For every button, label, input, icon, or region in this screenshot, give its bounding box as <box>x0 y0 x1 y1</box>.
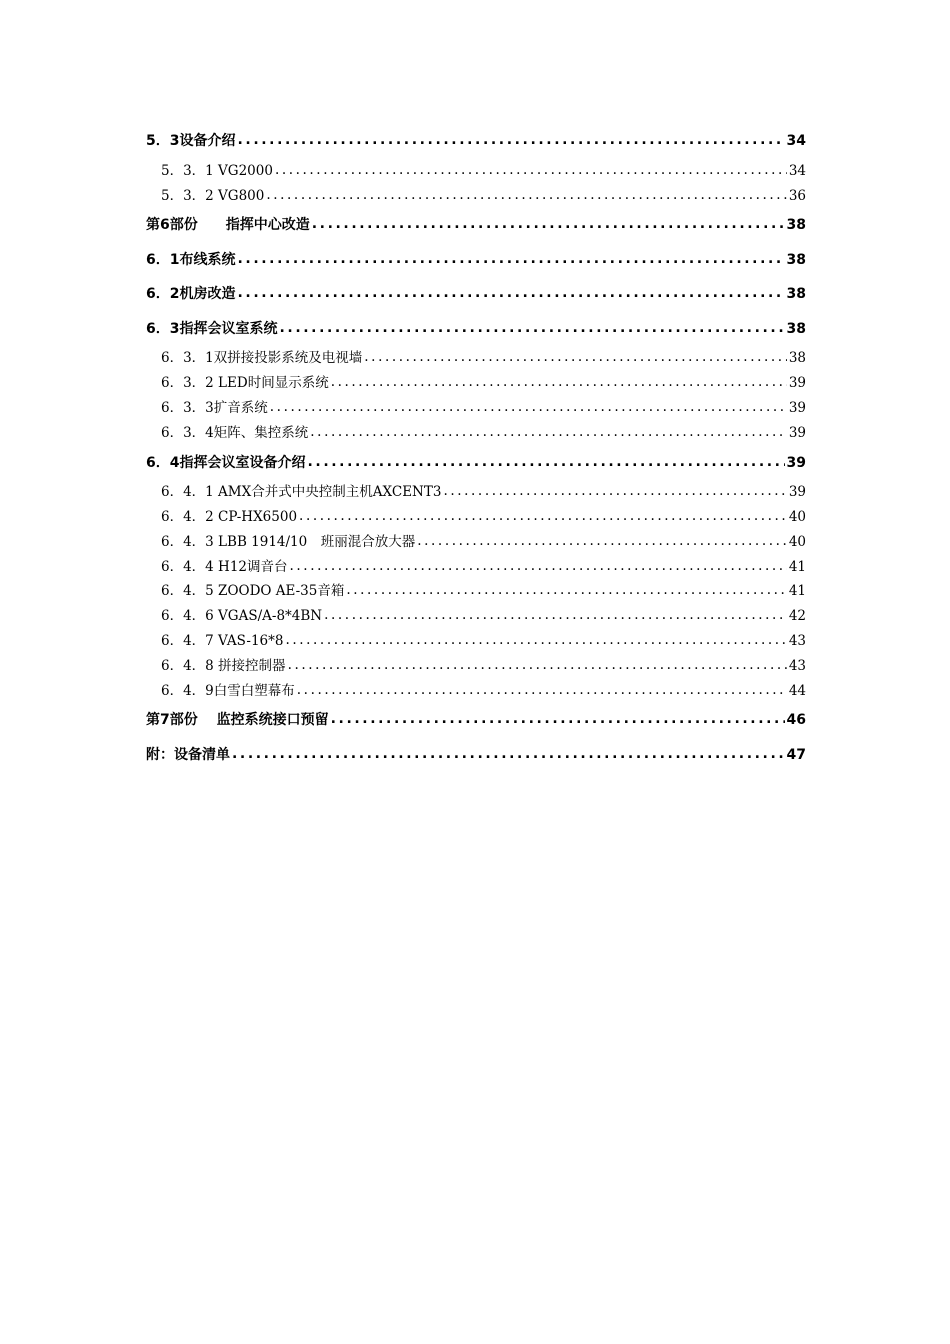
dot-leader <box>307 445 784 480</box>
toc-entry-6-4-4[interactable] <box>146 554 806 579</box>
toc-entry-6-4-2[interactable] <box>146 505 806 530</box>
toc-entry-part-7[interactable] <box>146 703 806 738</box>
toc-page-number: 40 <box>788 533 806 550</box>
toc-entry-6-3-3[interactable] <box>146 396 806 421</box>
toc-entry-label: 5．3．1 VG2000 <box>161 162 273 179</box>
toc-page-number: 38 <box>786 286 806 303</box>
toc-entry-appendix[interactable] <box>146 737 806 772</box>
dot-leader <box>310 420 787 445</box>
toc-entry-label: 6．4指挥会议室设备介绍 <box>146 454 306 471</box>
toc-entry-6-1[interactable] <box>146 243 806 278</box>
toc-entry-label: 5．3．2 VG800 <box>161 187 265 204</box>
toc-entry-label: 6．4．6 VGAS/A-8*4BN <box>161 608 323 625</box>
toc-entry-6-4-1[interactable] <box>146 480 806 505</box>
toc-entry-label: 6．4．4 H12调音台 <box>161 558 288 575</box>
toc-entry-label: 6．4．1 AMX合并式中央控制主机AXCENT3 <box>161 484 442 501</box>
toc-page-number: 43 <box>788 657 806 674</box>
toc-entry-label: 6．3．3扩音系统 <box>161 400 268 417</box>
toc-page-number: 38 <box>786 320 806 337</box>
toc-entry-6-4-3[interactable] <box>146 529 806 554</box>
toc-page-number: 39 <box>788 484 806 501</box>
toc-page-number: 39 <box>788 400 806 417</box>
dot-leader <box>275 159 787 184</box>
dot-leader <box>266 183 786 208</box>
toc-entry-label: 6．4．9白雪白塑幕布 <box>161 682 295 699</box>
dot-leader <box>364 346 787 371</box>
toc-entry-6-4-5[interactable] <box>146 579 806 604</box>
toc-entry-label: 第7部份 监控系统接口预留 <box>146 712 329 729</box>
table-of-contents <box>146 124 806 772</box>
toc-page-number: 42 <box>788 608 806 625</box>
toc-entry-label: 6．4．7 VAS-16*8 <box>161 632 284 649</box>
toc-entry-6-3[interactable] <box>146 312 806 347</box>
toc-entry-label: 5．3设备介绍 <box>146 133 236 150</box>
toc-entry-label: 6．4．3 LBB 1914/10 班丽混合放大器 <box>161 533 416 550</box>
toc-page-number: 39 <box>788 424 806 441</box>
dot-leader <box>443 480 786 505</box>
dot-leader <box>237 243 784 278</box>
toc-entry-6-4-9[interactable] <box>146 678 806 703</box>
toc-entry-label: 6．4．5 ZOODO AE-35音箱 <box>161 583 345 600</box>
dot-leader <box>331 371 787 396</box>
toc-page-number: 46 <box>786 712 806 729</box>
dot-leader <box>346 579 786 604</box>
dot-leader <box>237 124 784 159</box>
dot-leader <box>270 396 787 421</box>
toc-page-number: 41 <box>788 558 806 575</box>
dot-leader <box>312 208 785 243</box>
dot-leader <box>288 653 787 678</box>
dot-leader <box>331 703 785 738</box>
toc-entry-6-4-8[interactable] <box>146 653 806 678</box>
dot-leader <box>299 505 787 530</box>
toc-entry-6-3-1[interactable] <box>146 346 806 371</box>
toc-page-number: 40 <box>788 508 806 525</box>
toc-page-number: 41 <box>788 583 806 600</box>
toc-entry-label: 6．4．8 拼接控制器 <box>161 657 286 674</box>
toc-page-number: 34 <box>786 133 806 150</box>
dot-leader <box>232 737 785 772</box>
dot-leader <box>237 277 784 312</box>
toc-entry-label: 6．3．2 LED时间显示系统 <box>161 375 329 392</box>
toc-page-number: 44 <box>788 682 806 699</box>
toc-entry-label: 6．3．4矩阵、集控系统 <box>161 424 309 441</box>
toc-entry-6-4-6[interactable] <box>146 604 806 629</box>
toc-page-number: 36 <box>788 187 806 204</box>
toc-entry-label: 附：设备清单 <box>146 746 230 763</box>
toc-entry-5-3[interactable] <box>146 124 806 159</box>
toc-page-number: 38 <box>786 251 806 268</box>
toc-page-number: 47 <box>786 746 806 763</box>
toc-entry-label: 6．4．2 CP-HX6500 <box>161 508 298 525</box>
toc-entry-5-3-2[interactable] <box>146 183 806 208</box>
toc-entry-6-4[interactable] <box>146 445 806 480</box>
dot-leader <box>417 529 787 554</box>
dot-leader <box>297 678 787 703</box>
toc-page-number: 39 <box>786 454 806 471</box>
toc-entry-part-6[interactable] <box>146 208 806 243</box>
dot-leader <box>285 629 786 654</box>
toc-entry-6-4-7[interactable] <box>146 629 806 654</box>
toc-entry-5-3-1[interactable] <box>146 159 806 184</box>
dot-leader <box>290 554 787 579</box>
dot-leader <box>279 312 784 347</box>
toc-page-number: 34 <box>788 162 806 179</box>
toc-page-number: 38 <box>786 217 806 234</box>
toc-entry-label: 6．3．1双拼接投影系统及电视墙 <box>161 350 363 367</box>
toc-page-number: 39 <box>788 375 806 392</box>
toc-page-number: 38 <box>788 350 806 367</box>
toc-entry-label: 6．3指挥会议室系统 <box>146 320 278 337</box>
toc-entry-6-2[interactable] <box>146 277 806 312</box>
toc-entry-6-3-2[interactable] <box>146 371 806 396</box>
dot-leader <box>324 604 787 629</box>
toc-entry-label: 6．1布线系统 <box>146 251 236 268</box>
toc-entry-label: 6．2机房改造 <box>146 286 236 303</box>
toc-entry-6-3-4[interactable] <box>146 420 806 445</box>
toc-entry-label: 第6部份 指挥中心改造 <box>146 217 310 234</box>
toc-page-number: 43 <box>788 632 806 649</box>
